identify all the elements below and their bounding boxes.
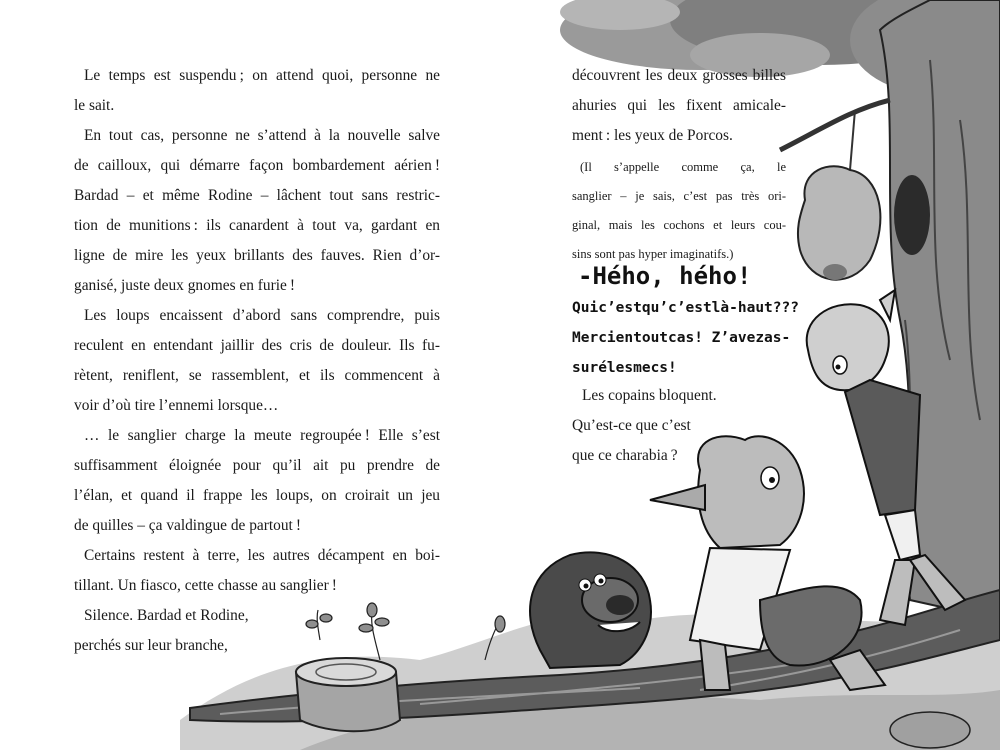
right-page [500,0,1000,750]
text-line: Le temps est suspendu ; on attend quoi, personne ne [84,67,440,84]
text-line: que ce charabia ? [572,447,678,464]
aside-note-line: (Il s’appelle comme ça, le [580,160,786,174]
text-line: Silence. Bardad et Rodine, [84,607,249,624]
speech-line: Mercientoutcas! Z’avezas- [572,330,791,346]
text-line: rètent, reniflent, se rassemblent, et ils commencent à [74,367,440,384]
text-line: le sait. [74,97,115,114]
text-line: suffisamment éloignée pour qu’il ait pu prendre de [74,457,440,474]
text-line: de cailloux, qui démarre façon bombardement aérien ! [74,157,440,174]
text-line: Bardad – et même Rodine – lâchent tout sans restric- [74,187,440,204]
text-line: ahuries qui les fixent amicale- [572,97,786,114]
speech-line: Quic’estqu’c’estlà-haut??? [572,300,799,316]
text-line: … le sanglier charge la meute regroupée ! Elle s’est [84,427,440,444]
text-line: perchés sur leur branche, [74,637,228,654]
text-line: ligne de mire les yeux brillants des fauves. Rien d’or- [74,247,440,264]
aside-note-line: ginal, mais les cochons et leurs cou- [572,218,786,232]
text-line: découvrent les deux grosses billes [572,67,786,84]
text-line: tillant. Un fiasco, cette chasse au sanglier ! [74,577,337,594]
text-line: ment : les yeux de Porcos. [572,127,733,144]
text-line: Certains restent à terre, les autres décampent en boi- [84,547,440,564]
speech-line: surélesmecs! [572,360,677,376]
aside-note-line: sins sont pas hyper imaginatifs.) [572,247,734,261]
text-line: Les copains bloquent. [582,387,717,404]
text-line: de quilles – ça valdingue de partout ! [74,517,302,534]
text-line: voir d’où tire l’ennemi lorsque… [74,397,279,414]
aside-note-line: sanglier – je sais, c’est pas très ori- [572,189,786,203]
text-line: l’élan, et quand il frappe les loups, on croirait un jeu [74,487,440,504]
speech-line: -Hého, hého! [578,262,752,290]
text-line: Qu’est-ce que c’est [572,417,691,434]
text-line: Les loups encaissent d’abord sans comprendre, puis [84,307,440,324]
text-line: ganisé, juste deux gnomes en furie ! [74,277,296,294]
text-line: tion de munitions : ils canardent à tout va, gardant en [74,217,440,234]
text-line: reculent en entendant jaillir des cris de douleur. Ils fu- [74,337,440,354]
text-line: En tout cas, personne ne s’attend à la nouvelle salve [84,127,440,144]
